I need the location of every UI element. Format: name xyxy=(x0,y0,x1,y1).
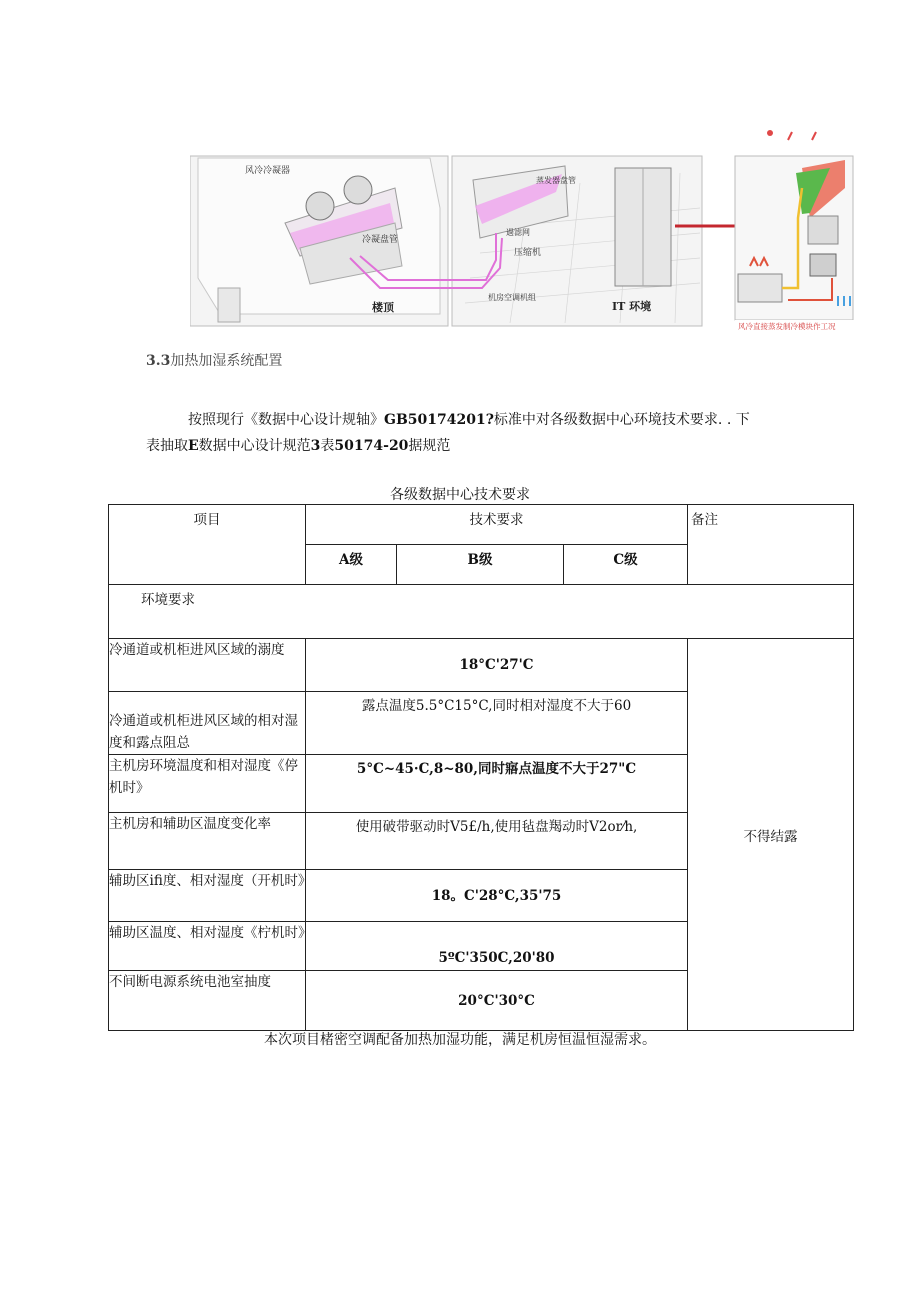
row-label: 辅助区ifi度、相对湿度（开机时》 xyxy=(109,870,306,922)
para-text: 数据中心设计规范 xyxy=(198,438,311,454)
section-heading xyxy=(146,350,282,370)
row-value: 露点温度5.5°C15°C,同时相对湿度不大于60 xyxy=(306,692,688,755)
row-label: 冷通道或机柜进风区域的相对湿度和露点阻总 xyxy=(109,692,306,755)
intro-paragraph xyxy=(146,407,786,459)
label-filter: 過滤网 xyxy=(506,228,530,237)
stair-block xyxy=(218,288,240,322)
inset-caption: 风冷直接蒸发制冷模块作工况 xyxy=(738,322,836,331)
compressor-box-icon xyxy=(810,254,836,276)
label-air-condenser: 风冷冷凝器 xyxy=(245,166,291,176)
mark-icon xyxy=(812,132,816,140)
header-grade-b: B级 xyxy=(397,545,564,585)
para-text: 表 xyxy=(320,438,335,454)
header-grade-a: A级 xyxy=(306,545,397,585)
row-label: 不间断电源系统电池室抽度 xyxy=(109,971,306,1031)
label-it-env: IT 环境 xyxy=(612,300,652,313)
section-number: 3.3 xyxy=(146,353,171,369)
row-label: 主机房和辅助区温度变化率 xyxy=(109,813,306,870)
table-title: 各级数据中心技术要求 xyxy=(390,487,530,503)
section-title: 加热加湿系统配置 xyxy=(170,353,283,369)
para-code: GB50174201? xyxy=(384,412,494,428)
row-value: 5°C~45·C,8~80,同时寤点温度不大于27"C xyxy=(306,755,688,813)
row-label: 辅助区温度、相对湿度《柠机时》 xyxy=(109,922,306,971)
paragraph-line-1 xyxy=(146,407,786,433)
row-value: 使用破带驱动时V5£/h,使用毡盘羯动时V2or⁄h, xyxy=(306,813,688,870)
para-bold: 50174-20 xyxy=(334,438,409,454)
row-value: 5ºC'350C,20'80 xyxy=(306,922,688,971)
header-note: 备注 xyxy=(688,505,854,585)
row-value: 20°C'30°C xyxy=(306,971,688,1031)
label-room-ac-unit: 机房空调机组 xyxy=(488,293,536,302)
label-rooftop: 楼顶 xyxy=(372,301,394,314)
dot-icon xyxy=(767,130,773,136)
section-row xyxy=(109,585,854,639)
fan-icon xyxy=(344,176,372,204)
row-value: 18°C'27'C xyxy=(306,639,688,692)
header-tech: 技术要求 xyxy=(306,505,688,545)
ac-system-diagram xyxy=(190,128,855,338)
header-item: 项目 xyxy=(109,505,306,585)
note-merged: 不得结露 xyxy=(688,639,854,1031)
header-row xyxy=(109,505,854,545)
label-condenser-coil: 冷凝盘管 xyxy=(362,235,399,245)
para-bold: 3 xyxy=(310,438,321,454)
mark-icon xyxy=(788,132,792,140)
para-text: 据规范 xyxy=(408,438,451,454)
para-text: 按照现行《数据中心设计规轴》 xyxy=(188,412,384,428)
row-value: 18。C'28°C,35'75 xyxy=(306,870,688,922)
para-text: 标准中对各级数据中心环境技术要求. . 下 xyxy=(493,412,750,428)
paragraph-line-2 xyxy=(146,438,450,454)
diagram-svg xyxy=(190,128,855,338)
row-label: 冷通道或机柜进风区域的溺度 xyxy=(109,639,306,692)
header-grade-c: C级 xyxy=(564,545,688,585)
fan-icon xyxy=(306,192,334,220)
label-evaporator-coil: 蒸发器盘管 xyxy=(536,176,576,185)
para-bold: E xyxy=(188,438,199,454)
section-row-label: 环境要求 xyxy=(109,585,854,639)
table-row xyxy=(109,639,854,692)
requirements-table xyxy=(108,504,854,1031)
outdoor-unit-icon xyxy=(738,274,782,302)
label-compressor: 压缩机 xyxy=(514,248,542,258)
fan-box-icon xyxy=(808,216,838,244)
footer-note: 本次项目楮密空调配备加热加湿功能，满足机房恒温恒湿需求。 xyxy=(264,1032,656,1048)
row-label: 主机房环境温度和相对湿度《停机时》 xyxy=(109,755,306,813)
para-text: 表抽取 xyxy=(146,438,188,454)
